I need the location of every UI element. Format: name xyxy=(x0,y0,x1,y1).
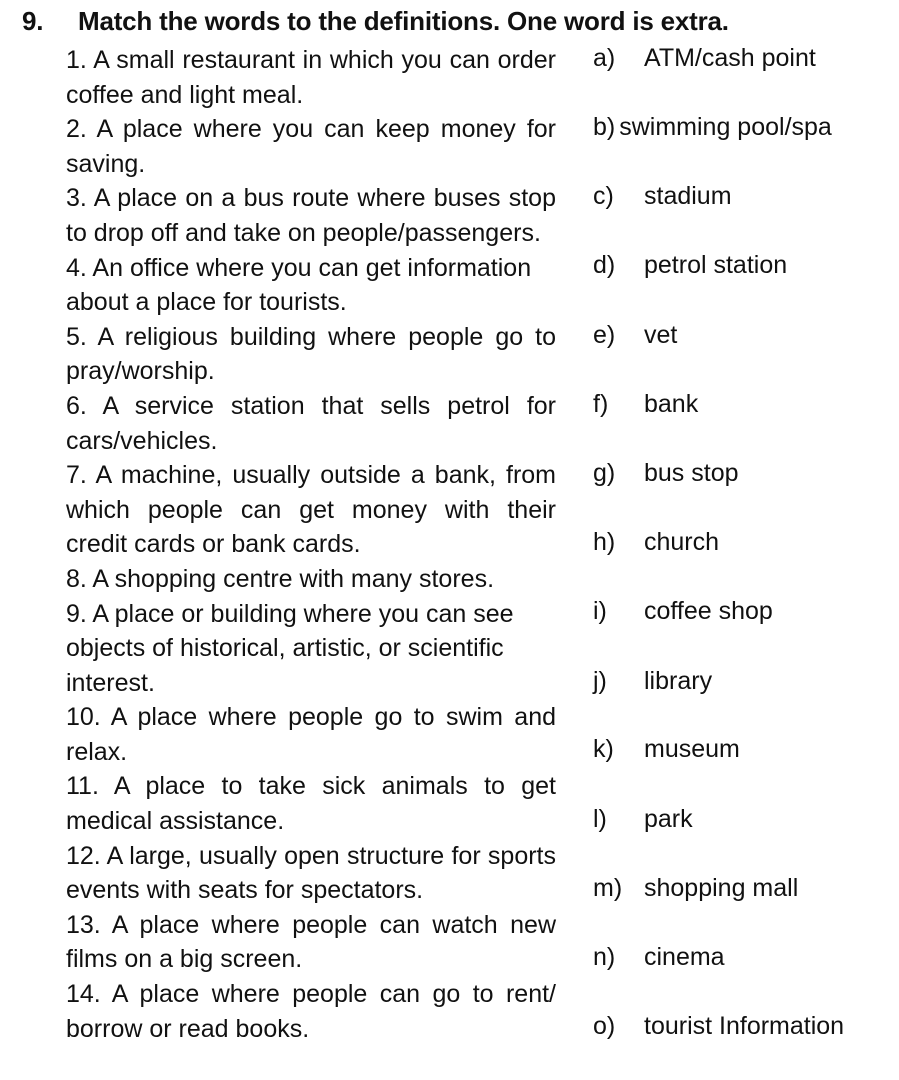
definitions-list xyxy=(66,43,556,1046)
option-letter: a) xyxy=(593,44,616,72)
definition-item: 6. A service station that sells petrol for cars/vehicles. xyxy=(66,391,556,455)
option-letter: k) xyxy=(593,735,614,763)
definition-item: 5. A religious building where people go to pray/worship. xyxy=(66,322,556,386)
definition-item: 4. An office where you can get information about a place for tourists. xyxy=(66,253,532,317)
option-letter: i) xyxy=(593,597,607,625)
definition-item: 9. A place or building where you can see objects of historical, artistic, or scientific interest. xyxy=(66,599,514,697)
option-letter: j) xyxy=(593,667,607,695)
option-word: bus stop xyxy=(644,459,739,487)
option-word: museum xyxy=(644,735,740,763)
option-word: coffee shop xyxy=(644,597,773,625)
option-word: library xyxy=(644,667,713,695)
option-word: shopping mall xyxy=(644,874,799,902)
option-item-l xyxy=(593,802,693,836)
option-letter: c) xyxy=(593,182,614,210)
definition-item: 1. A small restaurant in which you can order coffee and light meal. xyxy=(66,46,556,109)
option-item-g xyxy=(593,456,739,490)
option-letter: d) xyxy=(593,251,616,279)
option-item-c xyxy=(593,179,732,213)
option-item-i xyxy=(593,594,773,628)
option-word: tourist Information xyxy=(644,1012,845,1040)
option-letter: b) xyxy=(593,113,616,141)
definition-item: 7. A machine, usually outside a bank, from which people can get money with their credit cards or bank cards. xyxy=(66,461,556,559)
option-word: swimming pool/spa xyxy=(619,113,832,141)
option-letter: f) xyxy=(593,390,609,418)
option-item-k xyxy=(593,732,740,766)
option-item-a xyxy=(593,41,816,75)
option-word: cinema xyxy=(644,943,725,971)
option-word: church xyxy=(644,528,720,556)
option-word: bank xyxy=(644,390,699,418)
option-item-j xyxy=(593,664,712,698)
option-item-m xyxy=(593,871,798,905)
option-letter: n) xyxy=(593,943,616,971)
option-word: stadium xyxy=(644,182,732,210)
exercise-header xyxy=(22,4,729,38)
option-item-h xyxy=(593,525,719,559)
option-letter: e) xyxy=(593,321,616,349)
option-item-o xyxy=(593,1009,844,1043)
option-item-d xyxy=(593,248,787,282)
option-word: park xyxy=(644,805,693,833)
option-word: ATM/cash point xyxy=(644,44,816,72)
exercise-number: 9. xyxy=(22,6,44,36)
option-item-e xyxy=(593,318,677,352)
definition-item: 13. A place where people can watch new films on a big screen. xyxy=(66,910,556,974)
definition-item: 3. A place on a bus route where buses stop to drop off and take on people/passengers. xyxy=(66,184,556,247)
definition-item: 12. A large, usually open structure for sports events with seats for spectators. xyxy=(66,841,556,905)
option-letter: h) xyxy=(593,528,616,556)
definition-item: 11. A place to take sick animals to get medical assistance. xyxy=(66,772,556,836)
option-letter: o) xyxy=(593,1012,616,1040)
option-letter: l) xyxy=(593,805,607,833)
option-letter: m) xyxy=(593,874,623,902)
definition-item: 14. A place where people can go to rent/ borrow or read books. xyxy=(66,980,556,1043)
option-item-f xyxy=(593,387,698,421)
definition-item: 8. A shopping centre with many stores. xyxy=(66,564,495,593)
option-word: vet xyxy=(644,321,678,349)
option-letter: g) xyxy=(593,459,616,487)
definition-item: 10. A place where people go to swim and relax. xyxy=(66,703,556,766)
option-item-n xyxy=(593,940,725,974)
option-item-b xyxy=(593,110,832,144)
definition-item: 2. A place where you can keep money for saving. xyxy=(66,115,556,178)
option-word: petrol station xyxy=(644,251,788,279)
exercise-instruction: Match the words to the definitions. One word is extra. xyxy=(78,6,729,36)
